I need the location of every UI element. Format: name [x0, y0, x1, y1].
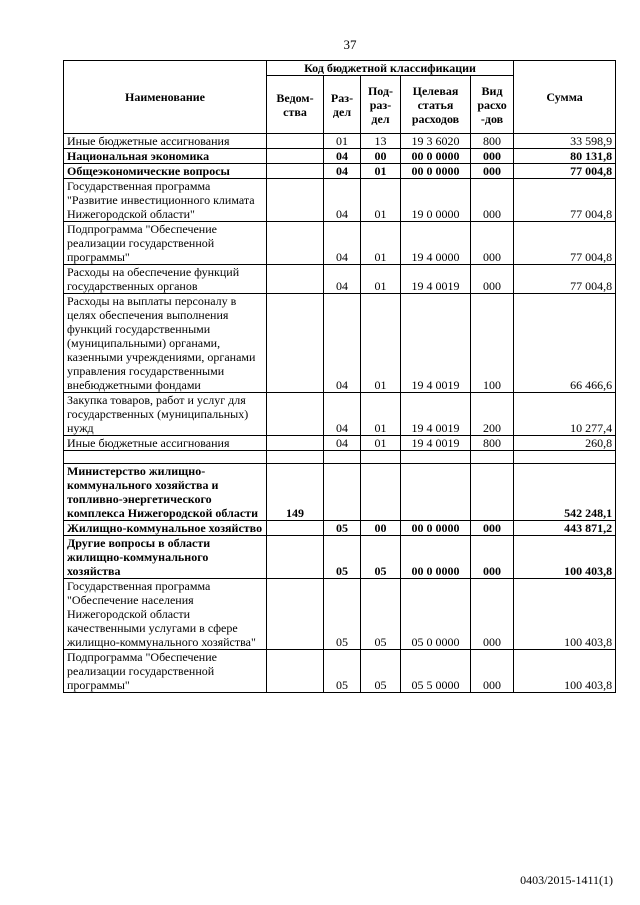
row-vid-rashodov: 000 — [471, 579, 514, 650]
row-celevaya-statya: 19 3 6020 — [401, 134, 471, 149]
row-name: Закупка товаров, работ и услуг для государственных (муниципальных) нужд — [64, 393, 267, 436]
empty-cell — [471, 451, 514, 464]
row-sum: 33 598,9 — [514, 134, 616, 149]
row-razdel: 04 — [324, 149, 361, 164]
row-sum: 80 131,8 — [514, 149, 616, 164]
row-celevaya-statya: 19 0 0000 — [401, 179, 471, 222]
row-podrazdel: 01 — [361, 436, 401, 451]
empty-cell — [514, 451, 616, 464]
row-vid-rashodov: 000 — [471, 149, 514, 164]
row-podrazdel: 01 — [361, 294, 401, 393]
row-sum: 77 004,8 — [514, 164, 616, 179]
row-sum: 10 277,4 — [514, 393, 616, 436]
row-podrazdel: 00 — [361, 149, 401, 164]
table-row — [64, 222, 616, 265]
row-sum: 77 004,8 — [514, 265, 616, 294]
header-razdel: Раз-дел — [324, 76, 361, 134]
row-razdel: 05 — [324, 521, 361, 536]
row-podrazdel: 01 — [361, 179, 401, 222]
row-vid-rashodov: 000 — [471, 179, 514, 222]
page-number: 37 — [343, 37, 357, 52]
row-sum: 100 403,8 — [514, 536, 616, 579]
row-celevaya-statya: 00 0 0000 — [401, 536, 471, 579]
row-name: Общеэкономические вопросы — [64, 164, 267, 179]
row-podrazdel: 01 — [361, 393, 401, 436]
row-vedomstvo — [267, 265, 324, 294]
empty-cell — [361, 451, 401, 464]
row-vid-rashodov: 800 — [471, 134, 514, 149]
table-row — [64, 265, 616, 294]
row-sum: 260,8 — [514, 436, 616, 451]
empty-cell — [64, 451, 267, 464]
row-podrazdel: 01 — [361, 164, 401, 179]
empty-cell — [267, 451, 324, 464]
row-celevaya-statya: 05 5 0000 — [401, 650, 471, 693]
row-vid-rashodov: 000 — [471, 265, 514, 294]
table-row — [64, 436, 616, 451]
row-vedomstvo — [267, 134, 324, 149]
row-name: Подпрограмма "Обеспечение реализации государственной программы" — [64, 650, 267, 693]
row-podrazdel — [361, 464, 401, 521]
row-razdel: 04 — [324, 179, 361, 222]
row-vedomstvo: 149 — [267, 464, 324, 521]
row-sum: 77 004,8 — [514, 222, 616, 265]
row-celevaya-statya — [401, 464, 471, 521]
header-vedomstvo: Ведом-ства — [267, 76, 324, 134]
row-razdel: 04 — [324, 436, 361, 451]
row-name: Иные бюджетные ассигнования — [64, 436, 267, 451]
row-podrazdel: 00 — [361, 521, 401, 536]
row-vedomstvo — [267, 222, 324, 265]
row-name: Расходы на выплаты персоналу в целях обеспечения выполнения функций государственными (муниципальными) органами, казенными учреждениями, органами управления государственными внебюджетными фондами — [64, 294, 267, 393]
row-vid-rashodov: 000 — [471, 521, 514, 536]
row-name: Национальная экономика — [64, 149, 267, 164]
row-vid-rashodov: 100 — [471, 294, 514, 393]
row-celevaya-statya: 19 4 0019 — [401, 265, 471, 294]
row-name: Государственная программа "Обеспечение населения Нижегородской области качественными услугами в сфере жилищно-коммунального хозяйства" — [64, 579, 267, 650]
document-code: 0403/2015-1411(1) — [520, 873, 613, 887]
row-podrazdel: 05 — [361, 536, 401, 579]
row-vid-rashodov: 000 — [471, 650, 514, 693]
row-celevaya-statya: 05 0 0000 — [401, 579, 471, 650]
row-vedomstvo — [267, 536, 324, 579]
row-podrazdel: 13 — [361, 134, 401, 149]
row-vedomstvo — [267, 294, 324, 393]
row-celevaya-statya: 19 4 0000 — [401, 222, 471, 265]
header-podrazdel: Под-раз-дел — [361, 76, 401, 134]
row-celevaya-statya: 19 4 0019 — [401, 436, 471, 451]
row-razdel: 01 — [324, 134, 361, 149]
row-podrazdel: 05 — [361, 650, 401, 693]
table-body — [64, 134, 616, 693]
row-podrazdel: 05 — [361, 579, 401, 650]
header-celevaya-statya: Целевая статья расходов — [401, 76, 471, 134]
table-row — [64, 521, 616, 536]
row-podrazdel: 01 — [361, 265, 401, 294]
row-razdel — [324, 464, 361, 521]
row-sum: 77 004,8 — [514, 179, 616, 222]
header-classification-group: Код бюджетной классификации — [267, 61, 514, 76]
row-vid-rashodov: 000 — [471, 536, 514, 579]
table-row — [64, 134, 616, 149]
row-vid-rashodov — [471, 464, 514, 521]
row-celevaya-statya: 19 4 0019 — [401, 294, 471, 393]
row-razdel: 04 — [324, 393, 361, 436]
row-vedomstvo — [267, 436, 324, 451]
row-vid-rashodov: 000 — [471, 164, 514, 179]
row-sum: 100 403,8 — [514, 579, 616, 650]
row-name: Жилищно-коммунальное хозяйство — [64, 521, 267, 536]
row-razdel: 05 — [324, 650, 361, 693]
header-sum: Сумма — [514, 61, 616, 134]
row-name: Подпрограмма "Обеспечение реализации государственной программы" — [64, 222, 267, 265]
table-row — [64, 164, 616, 179]
row-razdel: 05 — [324, 579, 361, 650]
row-vid-rashodov: 200 — [471, 393, 514, 436]
row-vedomstvo — [267, 164, 324, 179]
row-name: Министерство жилищно-коммунального хозяйства и топливно-энергетического комплекса Нижегородской области — [64, 464, 267, 521]
row-razdel: 04 — [324, 294, 361, 393]
row-name: Расходы на обеспечение функций государственных органов — [64, 265, 267, 294]
row-name: Государственная программа "Развитие инвестиционного климата Нижегородской области" — [64, 179, 267, 222]
row-sum: 542 248,1 — [514, 464, 616, 521]
row-name: Иные бюджетные ассигнования — [64, 134, 267, 149]
row-celevaya-statya: 00 0 0000 — [401, 164, 471, 179]
row-celevaya-statya: 19 4 0019 — [401, 393, 471, 436]
table-row — [64, 294, 616, 393]
row-vid-rashodov: 800 — [471, 436, 514, 451]
table-row — [64, 464, 616, 521]
row-vedomstvo — [267, 179, 324, 222]
table-row — [64, 650, 616, 693]
row-sum: 443 871,2 — [514, 521, 616, 536]
table-row — [64, 393, 616, 436]
row-celevaya-statya: 00 0 0000 — [401, 521, 471, 536]
row-vedomstvo — [267, 521, 324, 536]
row-podrazdel: 01 — [361, 222, 401, 265]
table-row — [64, 579, 616, 650]
table-row — [64, 179, 616, 222]
row-sum: 100 403,8 — [514, 650, 616, 693]
table-row — [64, 536, 616, 579]
row-razdel: 04 — [324, 265, 361, 294]
row-vedomstvo — [267, 579, 324, 650]
row-vedomstvo — [267, 149, 324, 164]
row-name: Другие вопросы в области жилищно-коммунального хозяйства — [64, 536, 267, 579]
header-name: Наименование — [64, 61, 267, 134]
row-sum: 66 466,6 — [514, 294, 616, 393]
row-razdel: 04 — [324, 164, 361, 179]
row-vid-rashodov: 000 — [471, 222, 514, 265]
header-vid-rashodov: Вид расхо -дов — [471, 76, 514, 134]
row-razdel: 04 — [324, 222, 361, 265]
row-celevaya-statya: 00 0 0000 — [401, 149, 471, 164]
table-row — [64, 149, 616, 164]
row-razdel: 05 — [324, 536, 361, 579]
budget-table — [63, 60, 616, 693]
empty-cell — [401, 451, 471, 464]
table-row — [64, 451, 616, 464]
row-vedomstvo — [267, 393, 324, 436]
empty-cell — [324, 451, 361, 464]
table-header — [64, 61, 616, 134]
row-vedomstvo — [267, 650, 324, 693]
